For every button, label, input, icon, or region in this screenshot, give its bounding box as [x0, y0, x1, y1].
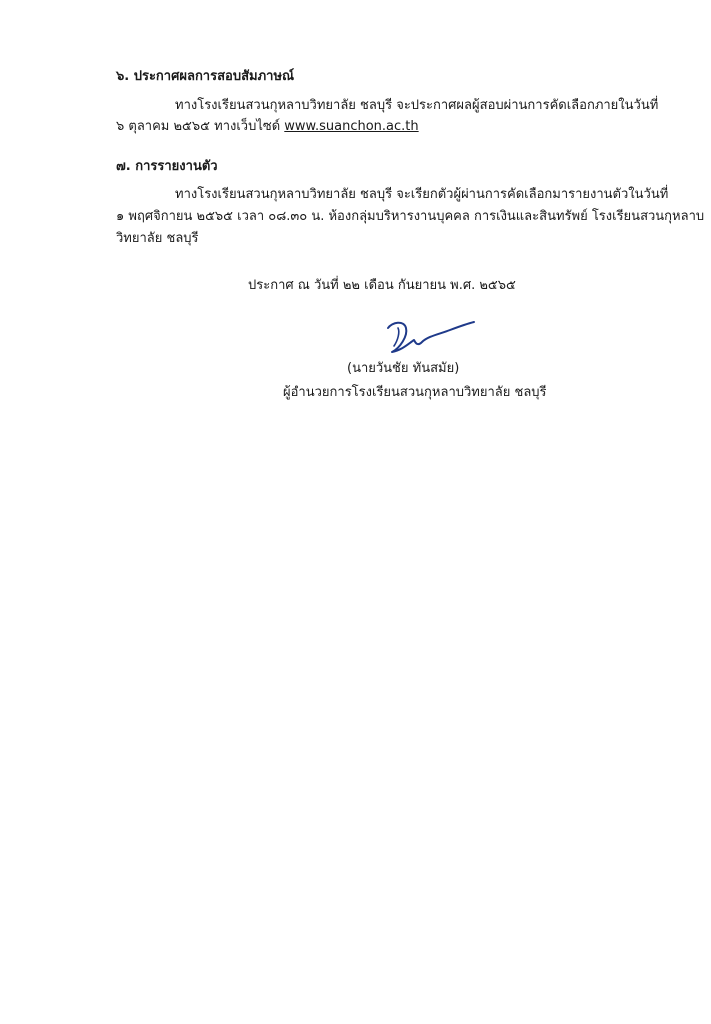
- section-7-heading: ๗. การรายงานตัว: [116, 159, 218, 174]
- section-6-line-1: ทางโรงเรียนสวนกุหลาบวิทยาลัย ชลบุรี จะประกาศผลผู้สอบผ่านการคัดเลือกภายในวันที่: [175, 98, 659, 113]
- website-link[interactable]: www.suanchon.ac.th: [284, 119, 419, 134]
- section-6-line-2: [116, 118, 419, 136]
- signature-stroke-detail: [394, 328, 399, 346]
- announcement-date: ประกาศ ณ วันที่ ๒๒ เดือน กันยายน พ.ศ. ๒๕๖๕: [248, 278, 516, 293]
- section-7-line-2: ๑ พฤศจิกายน ๒๕๖๕ เวลา ๐๘.๓๐ น. ห้องกลุ่มบริหารงานบุคคล การเงินและสินทรัพย์ โรงเรียนสวนกุหลาบ: [116, 209, 705, 224]
- section-7-line-1: ทางโรงเรียนสวนกุหลาบวิทยาลัย ชลบุรี จะเรียกตัวผู้ผ่านการคัดเลือกมารายงานตัวในวันที่: [175, 187, 669, 202]
- section-6-heading: ๖. ประกาศผลการสอบสัมภาษณ์: [116, 69, 295, 84]
- section-7-line-3: วิทยาลัย ชลบุรี: [116, 231, 199, 246]
- signatory-name: (นายวันชัย ทันสมัย): [347, 361, 460, 376]
- section-6-line-2-text: ๖ ตุลาคม ๒๕๖๕ ทางเว็บไซด์: [116, 119, 285, 134]
- signature-stroke: [388, 322, 474, 352]
- signatory-position: ผู้อำนวยการโรงเรียนสวนกุหลาบวิทยาลัย ชลบุรี: [283, 385, 547, 400]
- signature-image: [378, 314, 478, 360]
